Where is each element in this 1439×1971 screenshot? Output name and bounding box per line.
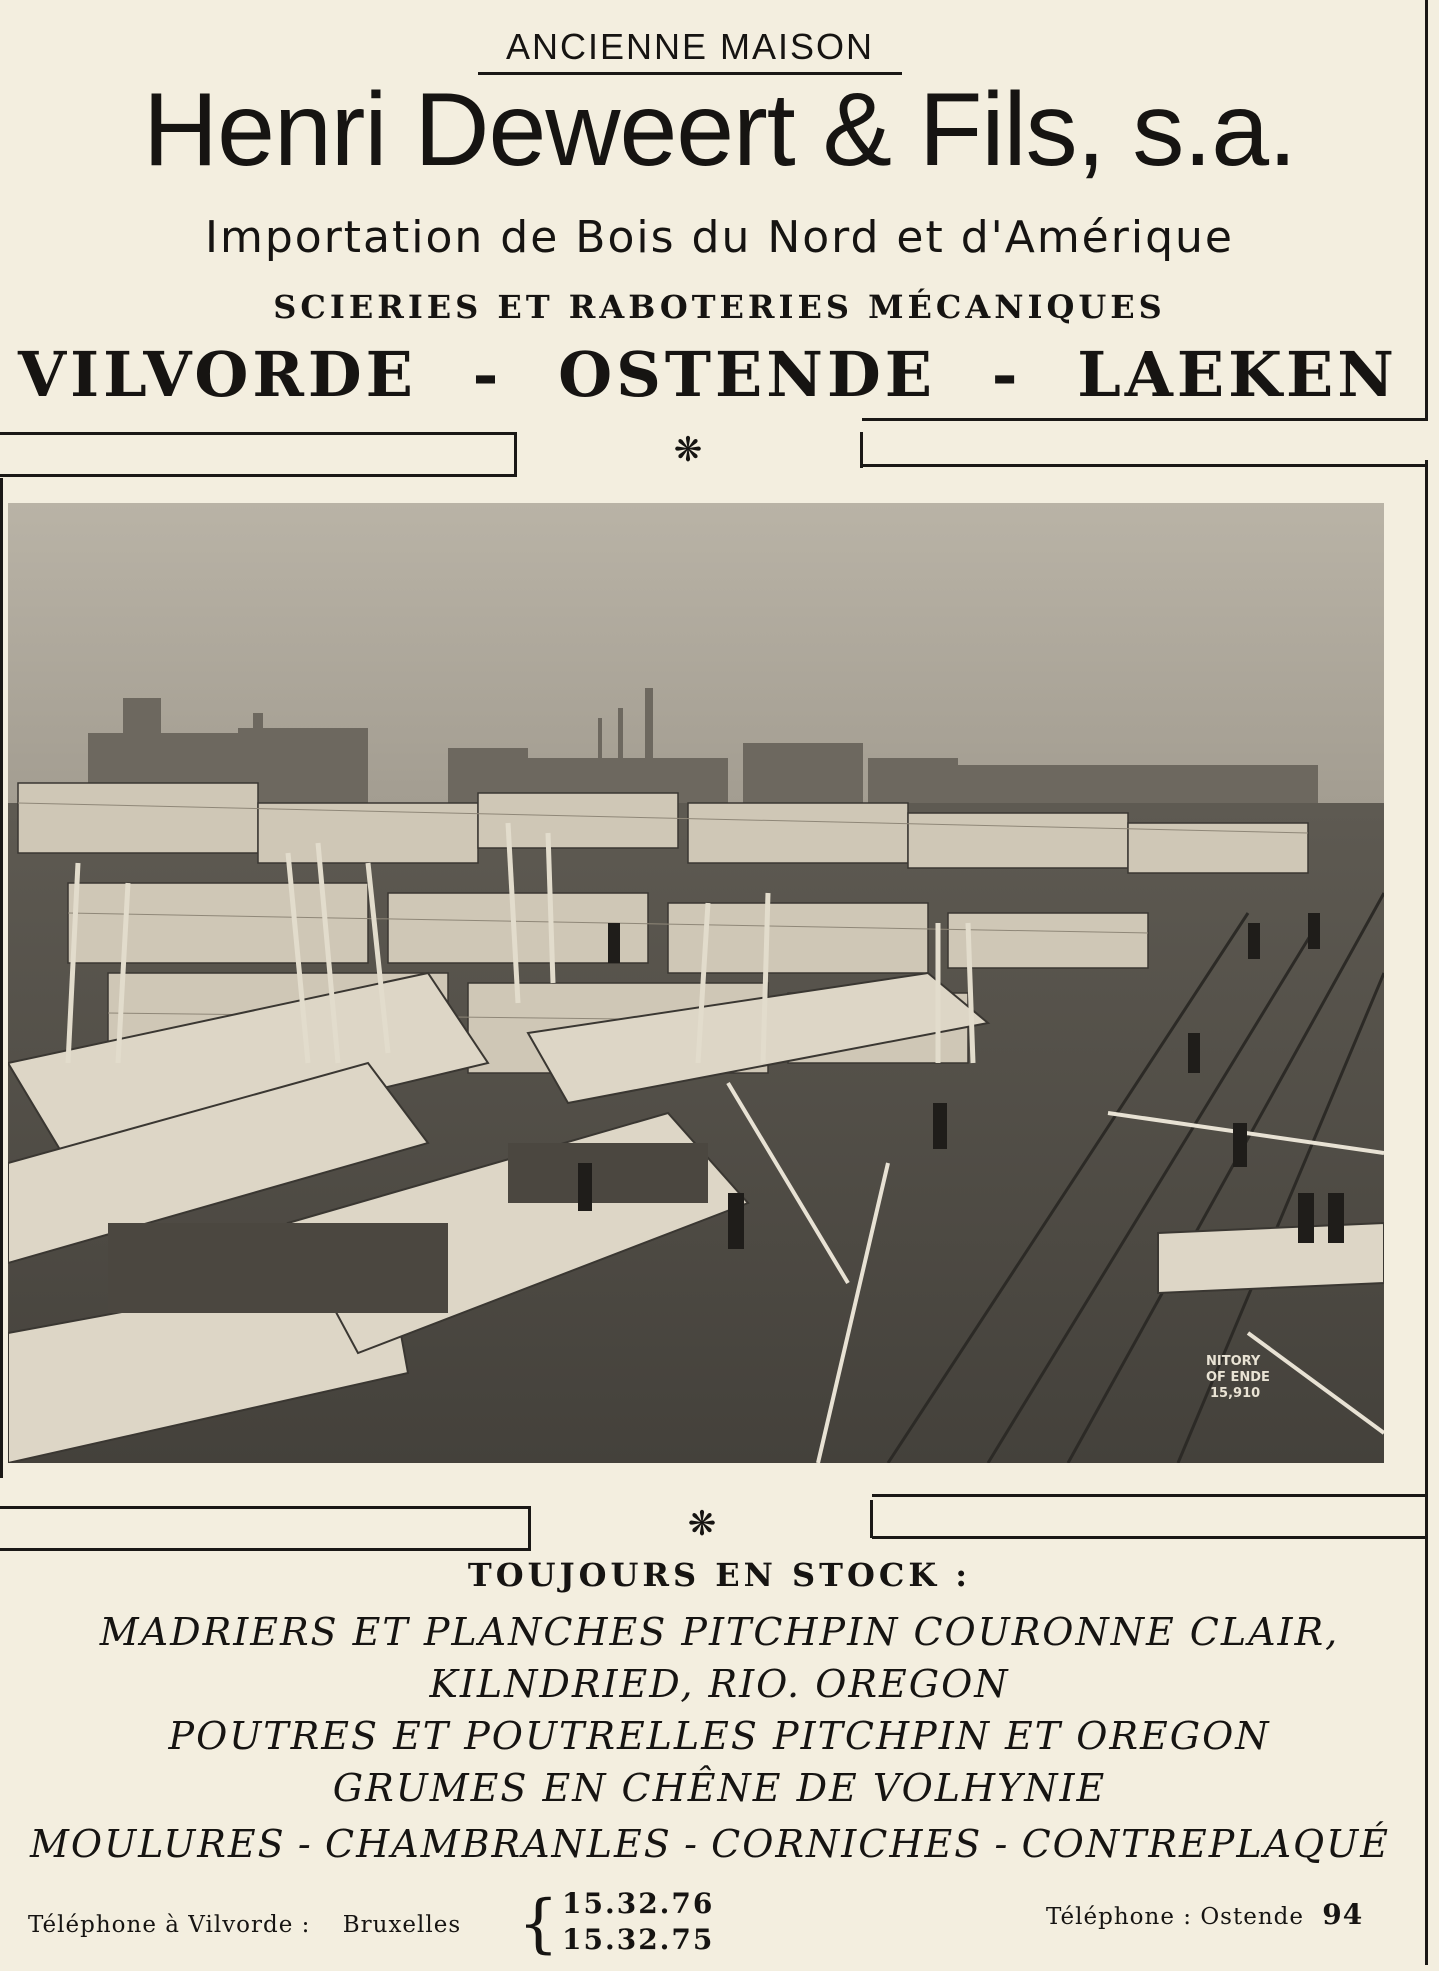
phone-vilvorde-city: Bruxelles [342,1912,462,1938]
divider-top-right-2 [862,464,1428,467]
divider-bottom-left-2 [0,1548,530,1551]
company-name: Henri Deweert & Fils, s.a. [143,72,1296,188]
photo-mark-line: 15,910 [1210,1386,1261,1401]
stock-item: MADRIERS ET PLANCHES PITCHPIN COURONNE CLAIR, [99,1610,1340,1654]
photo-mark-line: OF ENDE [1206,1370,1270,1385]
divider-bottom-right-2 [872,1536,1428,1539]
stock-separator: - [684,1822,699,1866]
over-title: ANCIENNE MAISON [478,26,902,75]
stock-last-line [30,1822,1390,1866]
divider-bottom-left-1 [0,1506,530,1509]
divider-bottom-right-1 [872,1494,1428,1497]
stock-item: POUTRES ET POUTRELLES PITCHPIN ET OREGON [168,1714,1271,1758]
city-separator: - [991,338,1022,411]
stock-item: GRUMES EN CHÊNE DE VOLHYNIE [332,1766,1107,1810]
phone-number: 15.32.76 [562,1887,715,1920]
lumber-yard-photo [8,503,1384,1463]
city-separator: - [472,338,503,411]
sawmills-line: SCIERIES ET RABOTERIES MÉCANIQUES [273,288,1166,326]
stock-item: KILNDRIED, RIO. OREGON [429,1662,1010,1706]
cities-line [18,338,1398,411]
divider-top-left-1 [0,432,516,435]
city-ostende: OSTENDE [558,338,936,411]
divider-top-right-1 [862,418,1428,421]
city-laeken: LAEKEN [1077,338,1398,411]
stock-separator: - [994,1822,1010,1866]
company-tagline: Importation de Bois du Nord et d'Amérique [205,212,1234,263]
stock-item-contreplaque: CONTREPLAQUÉ [1021,1822,1390,1866]
photo-mark-line: NITORY [1206,1354,1261,1369]
phone-ostende-number: 94 [1322,1898,1364,1931]
stock-separator: - [297,1822,313,1866]
divider-top-right-end [860,432,863,468]
stock-item-chambranles: CHAMBRANLES [325,1822,672,1866]
city-vilvorde: VILVORDE [18,338,417,411]
phone-vilvorde-label: Téléphone à Vilvorde : [28,1912,311,1938]
divider-top-left-2 [0,474,516,477]
divider-bottom-right-end [870,1500,873,1538]
phone-ostende [1046,1898,1363,1931]
stock-heading: TOUJOURS EN STOCK : [467,1556,972,1594]
divider-bottom-left-end [528,1506,531,1551]
brace-icon: { [518,1887,559,1961]
stock-item-moulures: MOULURES [30,1822,286,1866]
phone-number: 15.32.75 [562,1923,715,1956]
ornament-icon: ❋ [673,430,703,470]
frame-right-mid [1425,460,1428,1495]
frame-right-top [1425,0,1428,418]
phone-ostende-label: Téléphone : Ostende [1046,1904,1304,1930]
phone-vilvorde [28,1912,461,1938]
lumber-yard-illustration [8,503,1384,1463]
ornament-icon: ❋ [687,1504,717,1544]
divider-top-left-end [514,432,517,477]
frame-left-mid [0,478,3,1478]
phone-numbers [562,1886,714,1958]
stock-list [0,1606,1439,1814]
stock-item-corniches: CORNICHES [711,1822,983,1866]
